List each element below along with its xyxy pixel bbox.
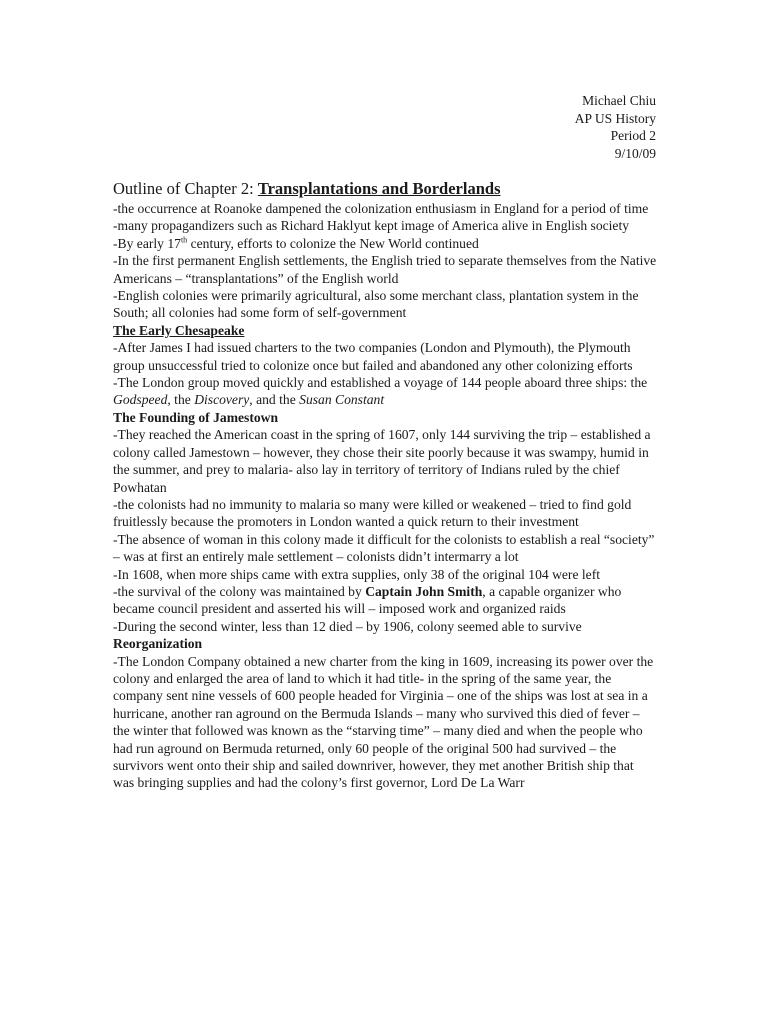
outline-point: -They reached the American coast in the spring of 1607, only 144 surviving the trip – established a colony called Jamestown – however, they chose their site poorly because it was swampy, humid in the summer, and prey to malaria- also lay in territory of territory of Indians ruled by the chief Powhatan	[113, 427, 651, 495]
author-name: Michael Chiu	[582, 93, 656, 108]
chapter-title: Transplantations and Borderlands	[257, 179, 501, 198]
outline-body	[113, 178, 658, 792]
intro-line: -By early 17th century, efforts to colonize the New World continued	[113, 235, 479, 251]
outline-title	[113, 178, 658, 200]
intro-line: -the occurrence at Roanoke dampened the colonization enthusiasm in England for a period of time	[113, 201, 649, 216]
outline-point: -In 1608, when more ships came with extra supplies, only 38 of the original 104 were left	[113, 566, 600, 582]
author-header	[575, 92, 656, 162]
class-period: Period 2	[610, 128, 656, 143]
outline-point: -the survival of the colony was maintained by Captain John Smith, a capable organizer who became council president and asserted his will – imposed work and organized raids	[113, 583, 622, 617]
intro-line: -English colonies were primarily agricultural, also some merchant class, plantation system in the South; all colonies had some form of self-government	[113, 288, 639, 321]
intro-line: -In the first permanent English settlements, the English tried to separate themselves from the Native Americans – “transplantations” of the English world	[113, 253, 657, 286]
course-name: AP US History	[574, 110, 656, 126]
section-heading-founding-of-jamestown: The Founding of Jamestown	[113, 409, 279, 425]
title-prefix: Outline of Chapter 2:	[113, 179, 258, 198]
outline-point: -The absence of woman in this colony made it difficult for the colonists to establish a real “society” – was at first an entirely male settlement – colonists didn’t intermarry a lot	[113, 531, 655, 565]
section-heading-early-chesapeake: The Early Chesapeake	[113, 322, 245, 338]
document-date: 9/10/09	[614, 145, 656, 161]
outline-point: -the colonists had no immunity to malaria so many were killed or weakened – tried to find gold fruitlessly because the promoters in London wanted a quick return to their investment	[113, 496, 632, 530]
outline-point: -After James I had issued charters to the two companies (London and Plymouth), the Plymouth group unsuccessful tried to colonize once but failed and abandoned any other colonizing efforts	[113, 340, 633, 373]
outline-point: -The London group moved quickly and established a voyage of 144 people aboard three ships: the Godspeed, the Discovery, and the Susan Constant	[113, 375, 648, 408]
section-heading-reorganization: Reorganization	[113, 636, 203, 652]
outline-point: -During the second winter, less than 12 died – by 1906, colony seemed able to survive	[113, 618, 582, 634]
intro-line: -many propagandizers such as Richard Haklyut kept image of America alive in English society	[113, 218, 630, 234]
captain-john-smith: Captain John Smith	[365, 583, 483, 599]
outline-point: -The London Company obtained a new charter from the king in 1609, increasing its power over the colony and enlarged the area of land to which it had title- in the spring of the same year, the company sent nine vessels of 600 people headed for Virginia – one of the ships was lost at sea in a hurricane, another ran aground on the Bermuda Islands – many who survived this died of fever – the winter that followed was known as the “starving time” – many died and when the people who had run aground on Bermuda returned, only 60 people of the original 500 had survived – the survivors went onto their ship and sailed downriver, however, they met another British ship that was bringing supplies and had the colony’s first governor, Lord De La Warr	[113, 653, 654, 791]
